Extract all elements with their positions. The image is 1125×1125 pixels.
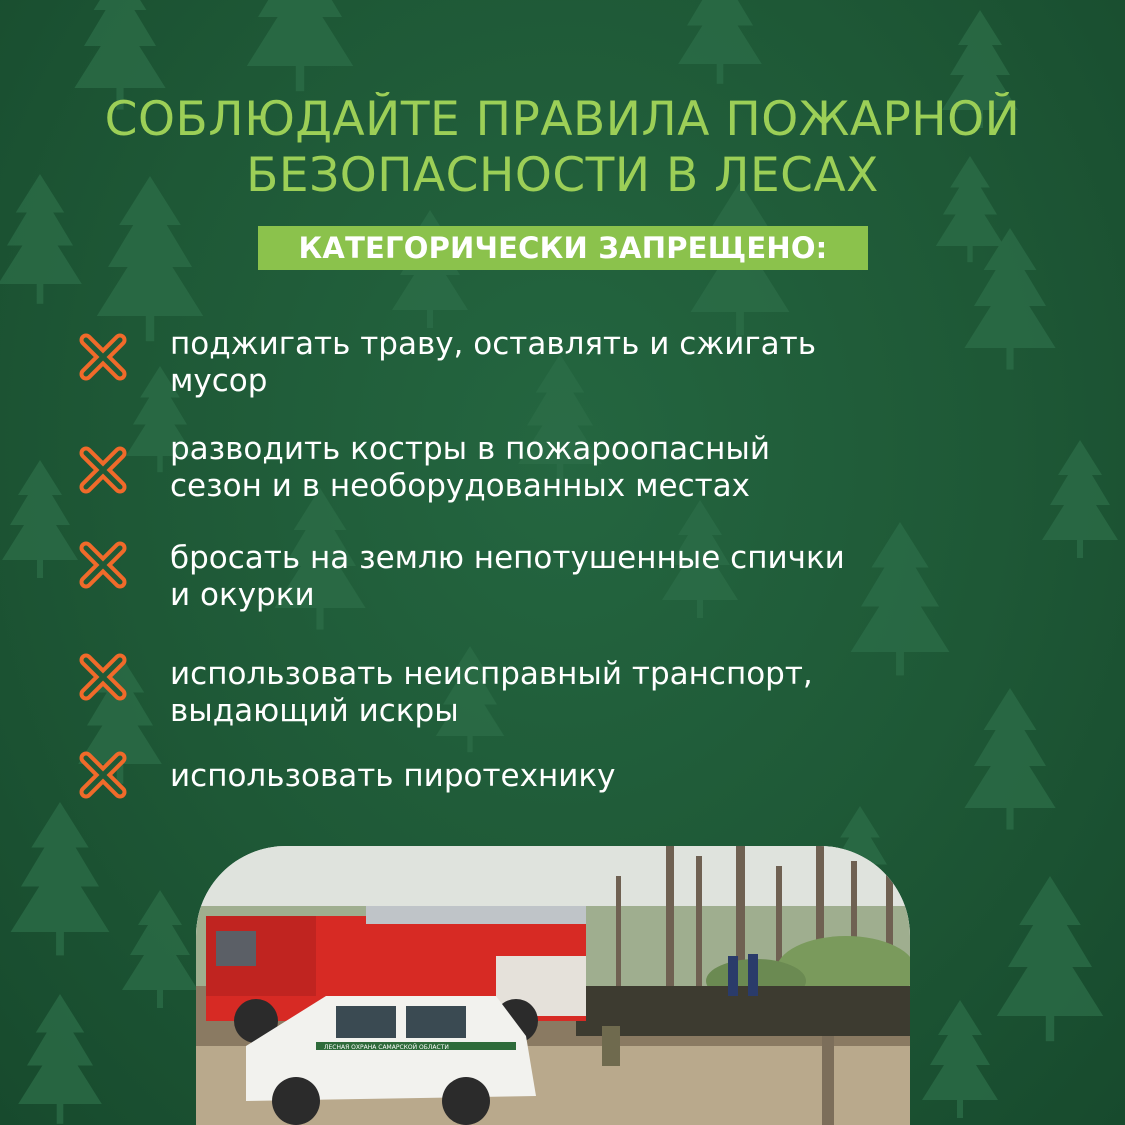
list-item-text: разводить костры в пожароопасный сезон и в необорудованных местах [170,431,771,504]
list-item-text: бросать на землю непотушенные спички и окурки [170,540,845,613]
list-item-text: использовать неисправный транспорт, выдающий искры [170,656,813,729]
cross-icon [78,540,128,590]
cross-icon [78,652,128,702]
list-item-text: использовать пиротехнику [170,758,616,794]
cross-icon [78,445,128,495]
car-door-text: ЛЕСНАЯ ОХРАНА САМАРСКОЙ ОБЛАСТИ [324,1044,449,1051]
forest-fire-photo [196,846,910,1125]
page-title [0,92,1125,204]
prohibited-badge: КАТЕГОРИЧЕСКИ ЗАПРЕЩЕНО: [258,226,868,270]
page-title-line-1: СОБЛЮДАЙТЕ ПРАВИЛА ПОЖАРНОЙ [104,92,1021,147]
list-item-text: поджигать траву, оставлять и сжигать мусор [170,326,816,399]
fire-scene-illustration [196,846,910,1125]
cross-icon [78,750,128,800]
cross-icon [78,332,128,382]
page-title-line-2: БЕЗОПАСНОСТИ В ЛЕСАХ [246,148,879,203]
